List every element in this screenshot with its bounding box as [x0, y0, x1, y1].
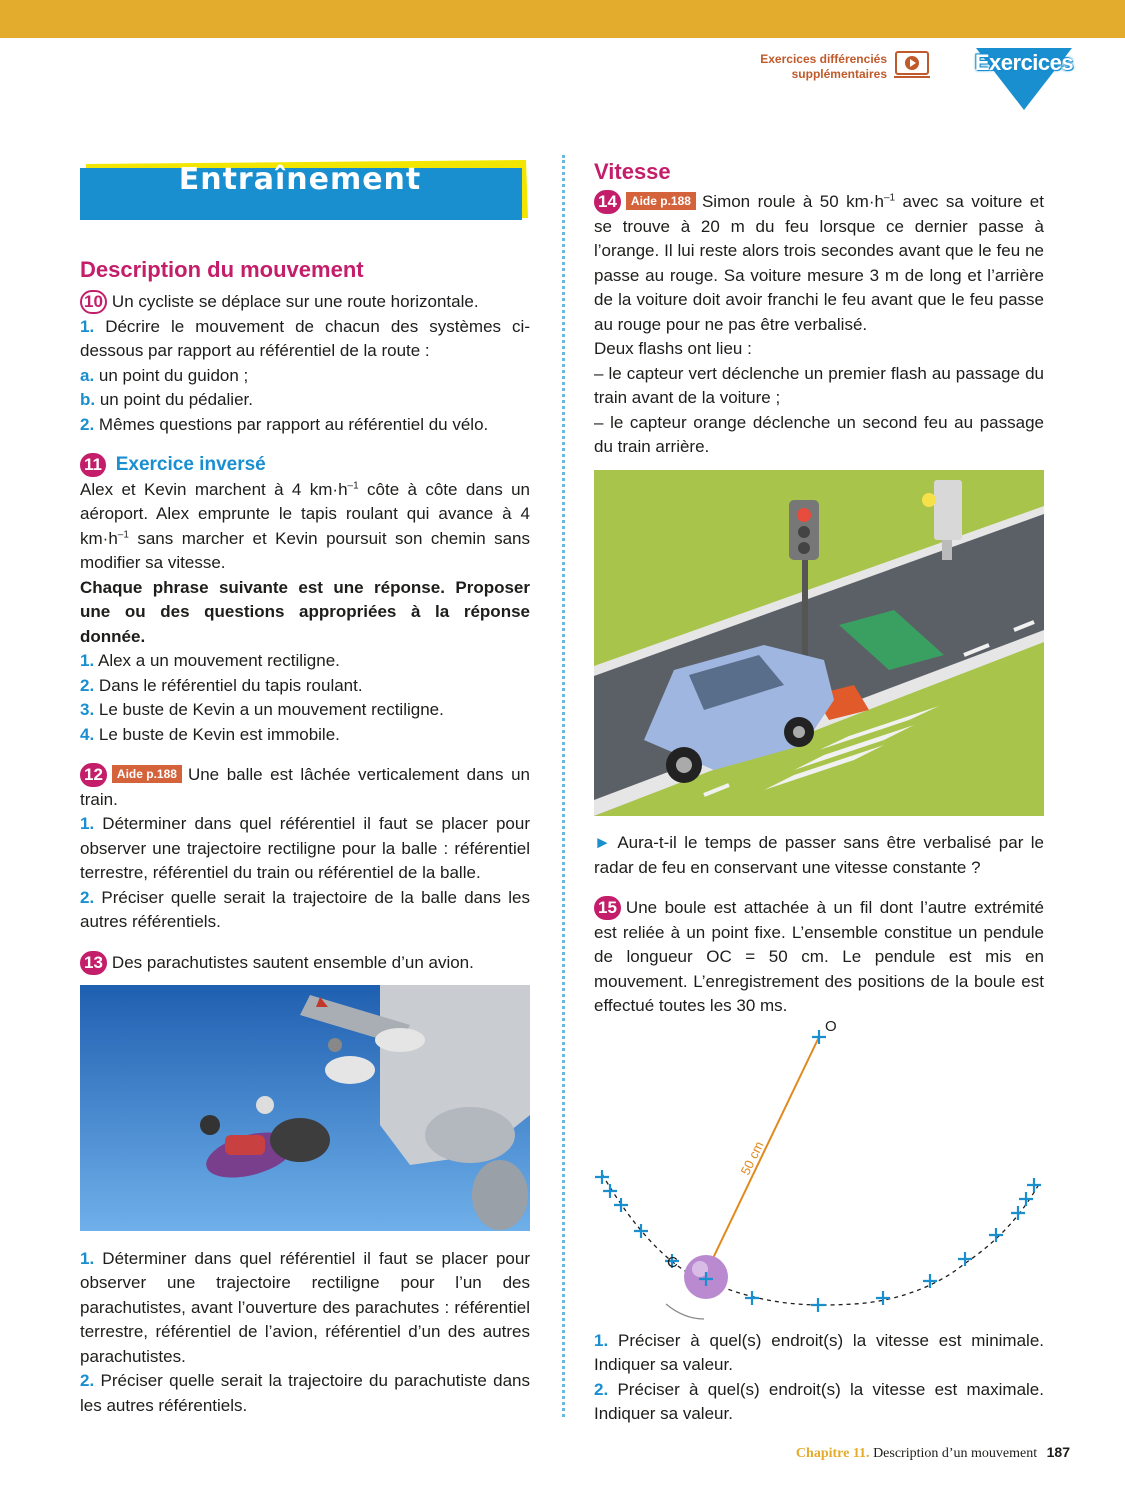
- item-text: Le buste de Kevin a un mouvement rectiligne.: [98, 700, 444, 719]
- item-text: Le buste de Kevin est immobile.: [98, 724, 340, 744]
- exponent: –1: [347, 479, 359, 491]
- exercise-11-header: [80, 453, 530, 478]
- exercise-12-intro-text: Une balle est lâchée verticalement dans un train.: [80, 765, 530, 809]
- exercise-10-intro-text: Un cycliste se déplace sur une route horizontale.: [111, 292, 479, 311]
- exercise-12-intro: [80, 763, 530, 812]
- play-arrow-icon: ►: [594, 833, 611, 852]
- exponent: –1: [883, 192, 896, 204]
- q-number: 1.: [80, 814, 95, 833]
- q-text: Préciser à quel(s) endroit(s) la vitesse est maximale. Indiquer sa valeur.: [594, 1379, 1044, 1423]
- column-divider: [562, 155, 565, 1417]
- exercise-14-flash2: – le capteur orange déclenche un second feu au passage du train arrière.: [594, 412, 1044, 456]
- q-number: 1.: [594, 1330, 609, 1350]
- car-crossing-illustration: [594, 470, 1044, 816]
- exercise-10-number: 10: [80, 290, 107, 314]
- item-number: 3.: [80, 700, 95, 719]
- exercise-15-number: 15: [594, 896, 621, 920]
- top-color-bar: [0, 0, 1125, 38]
- pendulum-diagram: [594, 1019, 1044, 1329]
- extra-exercises-line1: Exercices différenciés: [760, 52, 887, 66]
- q-number: 2.: [80, 414, 95, 434]
- item-text: Dans le référentiel du tapis roulant.: [98, 675, 363, 695]
- exercise-11-item: [80, 674, 530, 699]
- q-text: Préciser quelle serait la trajectoire de la balle dans les autres référentiels.: [80, 887, 530, 931]
- exponent: –1: [117, 528, 129, 540]
- text-part: Simon roule à 50 km·h: [701, 192, 884, 211]
- exercise-10-q1: [80, 315, 530, 364]
- exercise-11-title: Exercice inversé: [115, 454, 266, 475]
- exercise-12-q2: [80, 886, 530, 935]
- section-title-speed: Vitesse: [594, 159, 671, 184]
- text-part: Alex et Kevin marchent à 4 km·h: [80, 479, 348, 499]
- training-banner: [80, 160, 530, 222]
- item-number: 1.: [80, 651, 95, 670]
- exercise-12-q1: [80, 812, 530, 886]
- q-text: Mêmes questions par rapport au référentiel du vélo.: [98, 414, 489, 434]
- exercise-15-q2: [594, 1378, 1044, 1427]
- exercise-15-intro: [594, 896, 1044, 1019]
- exercise-11-item: [80, 698, 530, 723]
- text-part: avec sa voiture et se trouve à 20 m du feu lorsque ce dernier passe à l’orange. Il lui reste alors trois secondes avant que le feu ne passe au rouge. Sa voiture mesure 3 m de long et l’arrière de la voiture doit avoir franchi le feu avant que le feu passe au rouge pour ne pas être verbalisé.: [594, 192, 1044, 334]
- exercise-14-text: [594, 190, 1044, 337]
- extra-exercises-line2: supplémentaires: [791, 67, 887, 81]
- exercise-14-question: [594, 831, 1044, 880]
- exercise-11-text: [80, 478, 530, 576]
- q-text: Préciser à quel(s) endroit(s) la vitesse est minimale. Indiquer sa valeur.: [594, 1330, 1044, 1374]
- exercise-14-flash-intro: Deux flashs ont lieu :: [594, 339, 752, 358]
- length-label: 50 cm: [737, 1138, 767, 1177]
- exercise-10-intro: [80, 290, 530, 315]
- question-text: Aura-t-il le temps de passer sans être verbalisé par le radar de feu en conservant une vitesse constante ?: [594, 833, 1044, 877]
- q-number: 2.: [80, 1371, 95, 1390]
- q-text: Déterminer dans quel référentiel il faut se placer pour observer une trajectoire rectiligne pour l’un des parachutistes, avant l’ouverture des parachutes : référentiel terrestre, référentiel de l’avion, référentiel d’un des autres parachutistes.: [80, 1248, 530, 1366]
- page-footer: [796, 1444, 1070, 1462]
- skydivers-photo: [80, 985, 530, 1239]
- exercise-11-item: [80, 649, 530, 674]
- banner-title: Entraînement: [178, 162, 422, 197]
- help-badge[interactable]: Aide p.188: [112, 765, 182, 783]
- help-badge[interactable]: Aide p.188: [626, 192, 696, 210]
- traffic-light-illustration: [594, 470, 1044, 824]
- exercise-13-q2: [80, 1369, 530, 1418]
- exercise-10-b: [80, 388, 530, 413]
- item-text: un point du guidon ;: [98, 365, 249, 385]
- q-text: Préciser quelle serait la trajectoire du parachutiste dans les autres référentiels.: [80, 1371, 531, 1415]
- exercises-tab-label: Exercices: [974, 50, 1074, 75]
- item-text: un point du pédalier.: [99, 390, 253, 409]
- exercise-15-intro-text: Une boule est attachée à un fil dont l’autre extrémité est reliée à un point fixe. L’ensemble constitue un pendule de longueur OC = 50 cm. Le pendule est mis en mouvement. L’enregistrement des positions de la boule est effectué toutes les 30 ms.: [594, 898, 1044, 1015]
- item-label: a.: [80, 365, 95, 385]
- point-o-label: O: [825, 1017, 837, 1035]
- item-text: Alex a un mouvement rectiligne.: [97, 651, 340, 670]
- video-play-icon[interactable]: [894, 50, 930, 80]
- section-title-movement: Description du mouvement: [80, 257, 364, 282]
- skydivers-illustration: [80, 985, 530, 1231]
- left-column: [80, 160, 530, 1418]
- q-number: 1.: [80, 1248, 95, 1268]
- exercise-10-a: [80, 364, 530, 389]
- exercise-13-q1: [80, 1247, 530, 1370]
- exercise-13-number: 13: [80, 951, 107, 975]
- chapter-label: Chapitre 11.: [795, 1446, 870, 1461]
- text-part: sans marcher et Kevin poursuit son chemin sans modifier sa vitesse.: [80, 528, 530, 572]
- item-number: 2.: [80, 675, 95, 695]
- exercise-13-intro-text: Des parachutistes sautent ensemble d’un avion.: [111, 952, 474, 972]
- exercise-13-intro: [80, 951, 530, 976]
- q-text: Décrire le mouvement de chacun des systèmes ci-dessous par rapport au référentiel de la route :: [80, 316, 530, 360]
- exercise-11-number: 11: [80, 453, 106, 477]
- right-column: [594, 158, 1044, 1427]
- item-number: 4.: [80, 724, 95, 744]
- pendulum-svg: [594, 1019, 1044, 1329]
- exercise-12-number: 12: [80, 763, 107, 787]
- item-label: b.: [80, 390, 96, 409]
- q-number: 2.: [594, 1379, 609, 1399]
- q-number: 2.: [80, 887, 95, 907]
- extra-exercises-link[interactable]: [760, 52, 887, 82]
- q-text: Déterminer dans quel référentiel il faut se placer pour observer une trajectoire rectiligne pour la balle : référentiel terrestre, référentiel du train ou référentiel de la balle.: [80, 814, 530, 882]
- exercise-14-flash1: – le capteur vert déclenche un premier flash au passage du train avant de la voiture ;: [594, 363, 1044, 407]
- exercise-14-number: 14: [594, 190, 621, 214]
- page-number: 187: [1046, 1444, 1070, 1460]
- exercise-11-instruction: Chaque phrase suivante est une réponse. Proposer une ou des questions appropriées à la réponse donnée.: [80, 577, 530, 646]
- exercise-15-q1: [594, 1329, 1044, 1378]
- exercise-10-q2: [80, 413, 530, 438]
- position-markers: [595, 1030, 1041, 1312]
- q-number: 1.: [80, 316, 95, 336]
- exercise-11-item: [80, 723, 530, 748]
- chapter-title: Description d’un mouvement: [873, 1446, 1038, 1461]
- text-part: côte à côte dans un aéroport. Alex emprunte le tapis roulant qui avance à 4 km·h: [80, 479, 530, 548]
- point-c-label: C: [667, 1253, 678, 1271]
